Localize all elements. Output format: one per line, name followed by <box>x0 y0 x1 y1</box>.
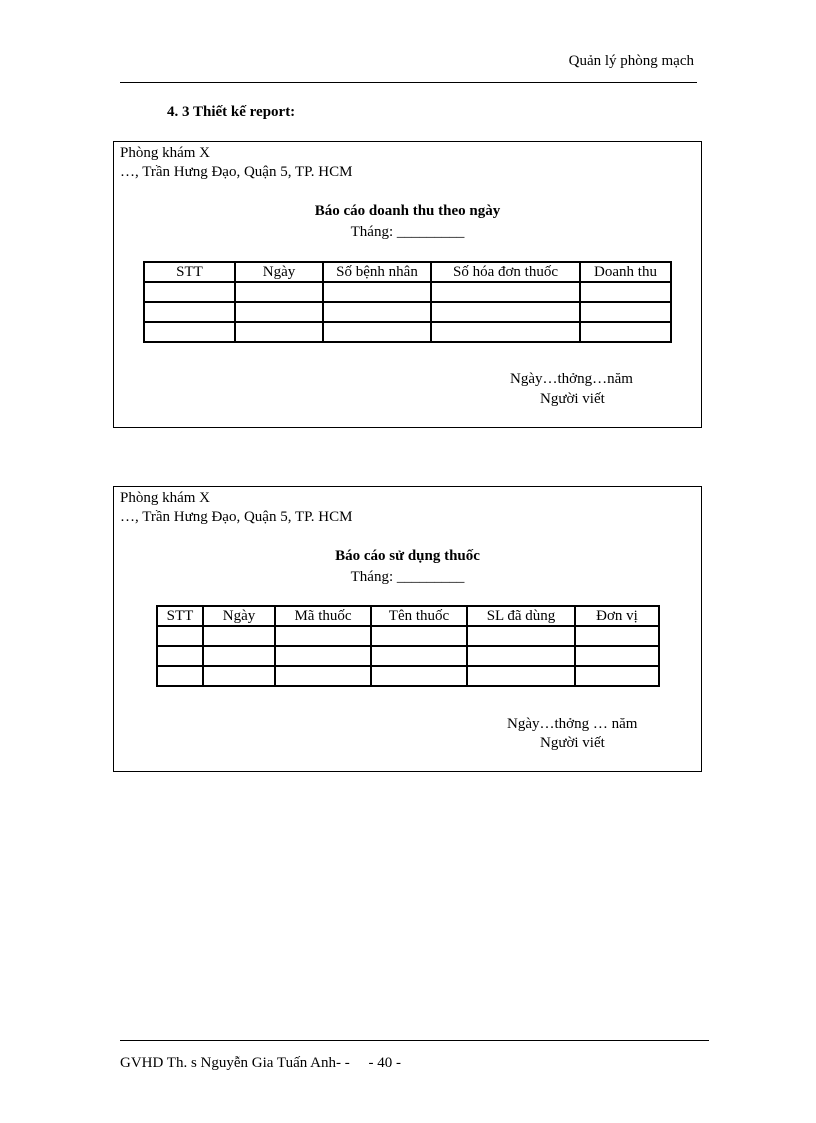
month-line: Tháng: _________ <box>350 224 465 240</box>
report-table <box>156 605 660 687</box>
column-header: STT <box>157 606 203 626</box>
clinic-name: Phòng khám X <box>120 145 210 161</box>
section-heading: 4. 3 Thiết kế report: <box>167 104 296 120</box>
clinic-name: Phòng khám X <box>120 490 210 506</box>
column-header: Số hóa đơn thuốc <box>431 262 580 282</box>
column-header: Mã thuốc <box>275 606 371 626</box>
table-row <box>157 666 659 686</box>
column-header: Số bệnh nhân <box>323 262 431 282</box>
column-header: Tên thuốc <box>371 606 467 626</box>
signature-date: Ngày…thởng … năm <box>507 716 638 732</box>
table-header-row <box>157 606 659 626</box>
table-row <box>144 322 671 342</box>
table-row <box>144 302 671 322</box>
table-row <box>144 282 671 302</box>
table-row <box>157 626 659 646</box>
table-row <box>157 646 659 666</box>
report-title: Báo cáo doanh thu theo ngày <box>314 203 501 219</box>
footer-divider <box>120 1040 709 1041</box>
clinic-address: …, Trần Hưng Đạo, Quận 5, TP. HCM <box>120 509 353 525</box>
column-header: Đơn vị <box>575 606 659 626</box>
report-title: Báo cáo sử dụng thuốc <box>335 548 480 564</box>
header-divider <box>120 82 697 83</box>
table-header-row <box>144 262 671 282</box>
report-table <box>143 261 672 343</box>
column-header: Doanh thu <box>580 262 671 282</box>
report-medicine-usage <box>113 486 702 772</box>
report-revenue-by-day <box>113 141 702 428</box>
column-header: Ngày <box>235 262 323 282</box>
month-line: Tháng: _________ <box>350 569 465 585</box>
signature-writer: Người viết <box>540 735 605 751</box>
clinic-address: …, Trần Hưng Đạo, Quận 5, TP. HCM <box>120 164 353 180</box>
signature-date: Ngày…thởng…năm <box>510 371 633 387</box>
column-header: Ngày <box>203 606 275 626</box>
page-footer: GVHD Th. s Nguyễn Gia Tuấn Anh- - - 40 - <box>120 1055 401 1071</box>
column-header: STT <box>144 262 235 282</box>
signature-writer: Người viết <box>540 391 605 407</box>
page-header-title: Quản lý phòng mạch <box>568 53 694 69</box>
column-header: SL đã dùng <box>467 606 575 626</box>
